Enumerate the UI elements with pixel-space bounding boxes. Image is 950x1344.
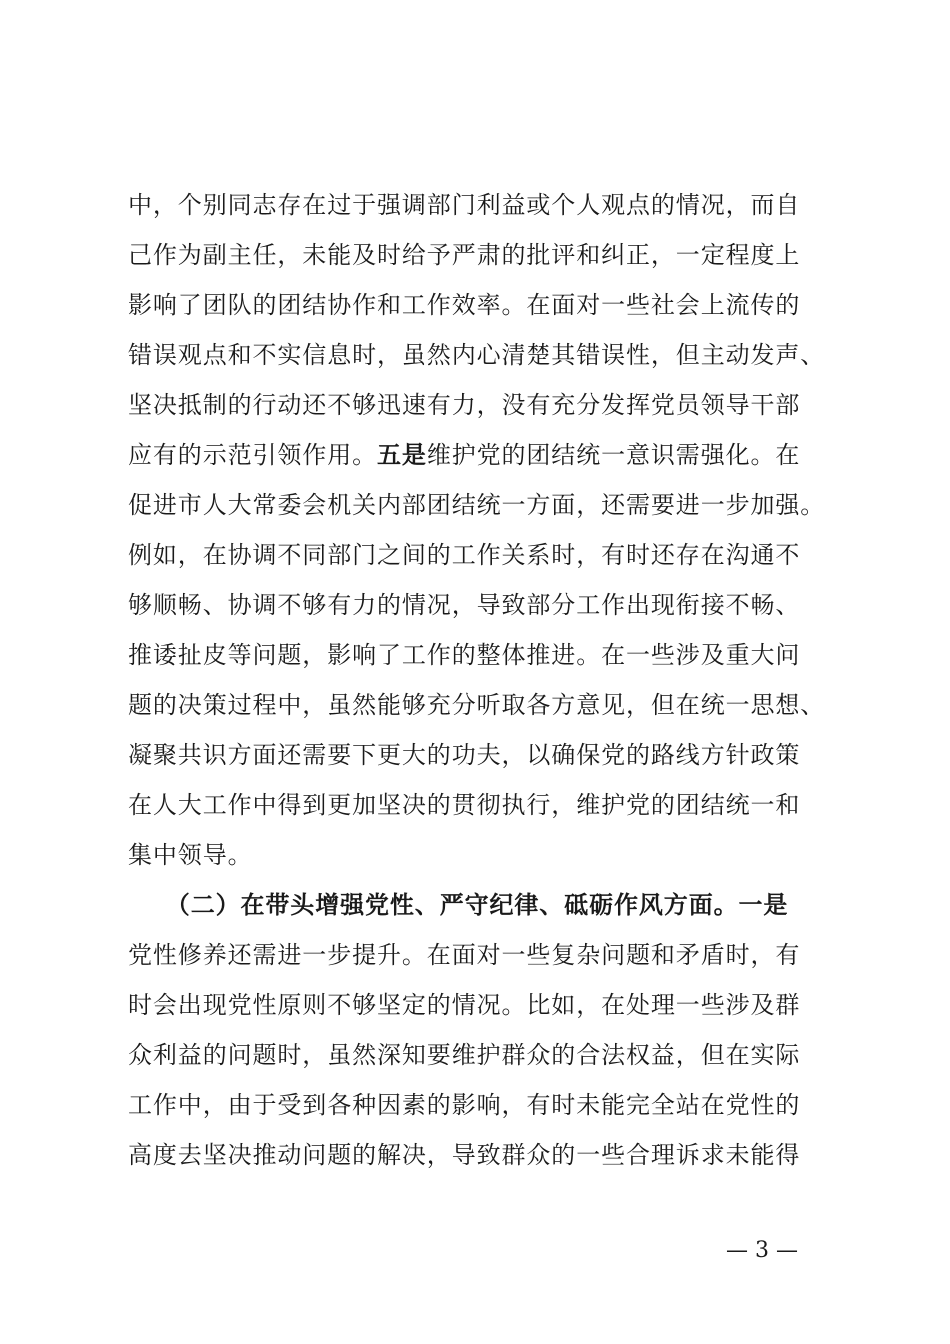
text-line <box>128 780 838 830</box>
text-line <box>128 330 838 380</box>
page-number: — 3 — <box>726 1238 798 1263</box>
text-line <box>128 1080 838 1130</box>
text-line <box>128 480 838 530</box>
text-run: 例如，在协调不同部门之间的工作关系时，有时还存在沟通不 <box>128 541 801 569</box>
body-text <box>128 180 838 1180</box>
text-run: 题的决策过程中，虽然能够充分听取各方意见，但在统一思想、 <box>128 691 826 719</box>
text-line <box>128 680 838 730</box>
text-line <box>128 880 838 930</box>
text-line <box>128 980 838 1030</box>
text-run: 应有的示范引领作用。 <box>128 441 377 469</box>
bold-text-run: （二）在带头增强党性、严守纪律、砥砺作风方面。一是 <box>128 891 789 919</box>
text-line <box>128 630 838 680</box>
text-line <box>128 180 838 230</box>
text-run: 集中领导。 <box>128 841 253 869</box>
text-run: 高度去坚决推动问题的解决，导致群众的一些合理诉求未能得 <box>128 1141 801 1169</box>
text-run: 影响了团队的团结协作和工作效率。在面对一些社会上流传的 <box>128 291 801 319</box>
text-run: 促进市人大常委会机关内部团结统一方面，还需要进一步加强。 <box>128 491 826 519</box>
text-run: 时会出现党性原则不够坚定的情况。比如，在处理一些涉及群 <box>128 991 801 1019</box>
text-run: 中，个别同志存在过于强调部门利益或个人观点的情况，而自 <box>128 191 801 219</box>
text-line <box>128 1130 838 1180</box>
text-line <box>128 430 838 480</box>
text-run: 够顺畅、协调不够有力的情况，导致部分工作出现衔接不畅、 <box>128 591 801 619</box>
text-run: 工作中，由于受到各种因素的影响，有时未能完全站在党性的 <box>128 1091 801 1119</box>
text-run: 党性修养还需进一步提升。在面对一些复杂问题和矛盾时，有 <box>128 941 801 969</box>
text-line <box>128 830 838 880</box>
text-run: 坚决抵制的行动还不够迅速有力，没有充分发挥党员领导干部 <box>128 391 801 419</box>
text-line <box>128 380 838 430</box>
text-line <box>128 930 838 980</box>
text-run: 凝聚共识方面还需要下更大的功夫，以确保党的路线方针政策 <box>128 741 801 769</box>
text-line <box>128 230 838 280</box>
text-line <box>128 280 838 330</box>
text-run: 维护党的团结统一意识需强化。在 <box>426 441 801 469</box>
text-run: 众利益的问题时，虽然深知要维护群众的合法权益，但在实际 <box>128 1041 801 1069</box>
text-run: 推诿扯皮等问题，影响了工作的整体推进。在一些涉及重大问 <box>128 641 801 669</box>
text-run: 己作为副主任，未能及时给予严肃的批评和纠正，一定程度上 <box>128 241 801 269</box>
text-line <box>128 580 838 630</box>
text-run: 在人大工作中得到更加坚决的贯彻执行，维护党的团结统一和 <box>128 791 801 819</box>
text-run: 错误观点和不实信息时，虽然内心清楚其错误性，但主动发声、 <box>128 341 826 369</box>
text-line <box>128 530 838 580</box>
bold-text-run: 五是 <box>377 441 427 469</box>
text-line <box>128 730 838 780</box>
text-line <box>128 1030 838 1080</box>
